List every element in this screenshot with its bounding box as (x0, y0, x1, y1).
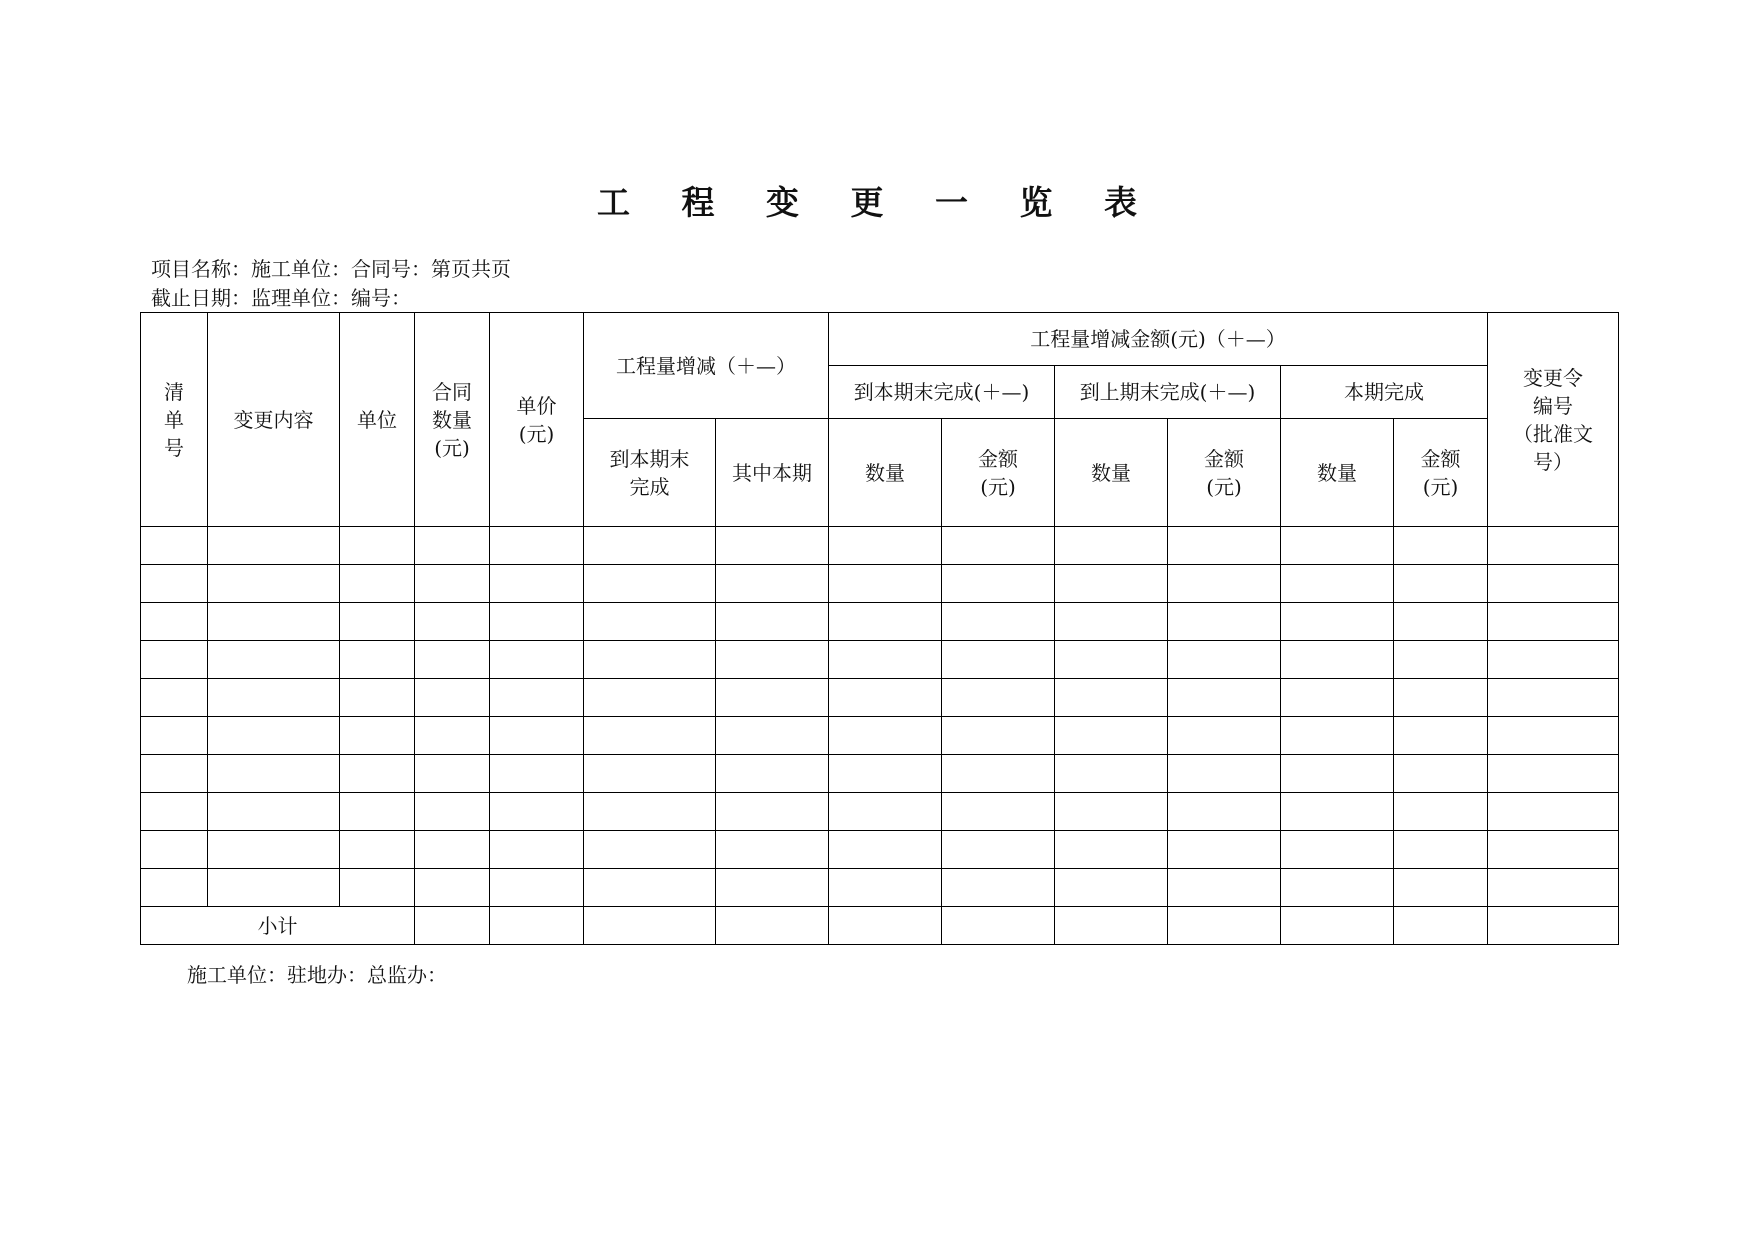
table-cell (829, 527, 942, 565)
table-cell (1281, 641, 1394, 679)
table-body (141, 527, 1619, 907)
table-cell (141, 831, 208, 869)
table-cell (141, 793, 208, 831)
header-qty-this-period: 其中本期 (716, 419, 829, 527)
table-cell (141, 679, 208, 717)
table-row (141, 527, 1619, 565)
table-row (141, 755, 1619, 793)
subtotal-label: 小计 (141, 907, 415, 945)
table-row (141, 869, 1619, 907)
table-cell (716, 793, 829, 831)
table-cell (1055, 679, 1168, 717)
table-cell (716, 717, 829, 755)
table-cell (1394, 679, 1488, 717)
table-cell (584, 907, 716, 945)
table-cell (942, 527, 1055, 565)
table-row (141, 717, 1619, 755)
header-unit-price: 单价 (元) (490, 313, 584, 527)
table-cell (208, 831, 340, 869)
table-cell (1488, 717, 1619, 755)
table-cell (1168, 717, 1281, 755)
table-cell (942, 717, 1055, 755)
table-cell (208, 679, 340, 717)
table-cell (141, 565, 208, 603)
table-cell (208, 603, 340, 641)
engineering-change-table (140, 312, 1619, 945)
table-cell (942, 793, 1055, 831)
table-cell (829, 717, 942, 755)
table-cell (1488, 603, 1619, 641)
table-cell (1281, 793, 1394, 831)
table-cell (340, 679, 415, 717)
table-cell (208, 641, 340, 679)
table-cell (1168, 755, 1281, 793)
table-cell (208, 869, 340, 907)
table-cell (716, 565, 829, 603)
header-contract-qty: 合同 数量 (元) (415, 313, 490, 527)
table-cell (1168, 793, 1281, 831)
table-cell (584, 755, 716, 793)
table-cell (584, 869, 716, 907)
table-cell (490, 679, 584, 717)
table-cell (1488, 755, 1619, 793)
table-cell (716, 641, 829, 679)
table-cell (490, 755, 584, 793)
table-cell (1281, 565, 1394, 603)
header-amount-this-period: 本期完成 (1281, 366, 1488, 419)
table-cell (208, 793, 340, 831)
table-cell (340, 717, 415, 755)
table-cell (415, 679, 490, 717)
table-cell (141, 527, 208, 565)
table-cell (584, 527, 716, 565)
table-cell (1394, 907, 1488, 945)
table-cell (1055, 869, 1168, 907)
table-cell (1281, 717, 1394, 755)
header-amount-yuan-2: 金额 (元) (1168, 419, 1281, 527)
table-cell (829, 793, 942, 831)
table-cell (415, 907, 490, 945)
table-cell (1281, 869, 1394, 907)
table-cell (584, 679, 716, 717)
table-cell (584, 565, 716, 603)
table-cell (1055, 603, 1168, 641)
table-cell (208, 717, 340, 755)
header-amount-to-end: 到本期末完成(＋—) (829, 366, 1055, 419)
header-quantity-2: 数量 (1055, 419, 1168, 527)
table-cell (829, 755, 942, 793)
table-cell (208, 527, 340, 565)
table-cell (1394, 565, 1488, 603)
table-cell (584, 641, 716, 679)
table-cell (1394, 527, 1488, 565)
table-cell (490, 717, 584, 755)
table-cell (1281, 527, 1394, 565)
table-cell (490, 793, 584, 831)
table-cell (340, 527, 415, 565)
table-cell (415, 793, 490, 831)
table-cell (942, 641, 1055, 679)
table-cell (1055, 907, 1168, 945)
header-quantity-3: 数量 (1281, 419, 1394, 527)
table-cell (340, 641, 415, 679)
table-cell (208, 565, 340, 603)
table-cell (1281, 831, 1394, 869)
table-cell (1394, 641, 1488, 679)
header-change-order-no: 变更令 编号 （批准文 号） (1488, 313, 1619, 527)
table-row (141, 831, 1619, 869)
table-cell (942, 831, 1055, 869)
table-cell (716, 527, 829, 565)
table-cell (1394, 869, 1488, 907)
table-cell (829, 869, 942, 907)
table-cell (415, 603, 490, 641)
table-cell (490, 907, 584, 945)
table-cell (716, 869, 829, 907)
header-amount-to-prev-end: 到上期末完成(＋—) (1055, 366, 1281, 419)
table-cell (829, 679, 942, 717)
table-cell (584, 603, 716, 641)
table-cell (1394, 793, 1488, 831)
table-cell (490, 869, 584, 907)
table-cell (942, 679, 1055, 717)
table-cell (1168, 565, 1281, 603)
table-cell (340, 755, 415, 793)
header-item-no: 清 单 号 (141, 313, 208, 527)
table-cell (1488, 869, 1619, 907)
table-cell (1488, 679, 1619, 717)
table-cell (942, 565, 1055, 603)
table-cell (490, 831, 584, 869)
table-cell (1281, 907, 1394, 945)
table-cell (942, 869, 1055, 907)
table-cell (1488, 793, 1619, 831)
table-cell (829, 603, 942, 641)
table-row (141, 641, 1619, 679)
table-cell (716, 679, 829, 717)
table-cell (1168, 907, 1281, 945)
table-cell (829, 565, 942, 603)
table-cell (415, 869, 490, 907)
table-cell (141, 603, 208, 641)
table-cell (1168, 679, 1281, 717)
header-qty-to-end: 到本期末 完成 (584, 419, 716, 527)
header-row-1 (141, 313, 1619, 366)
table-row (141, 565, 1619, 603)
table-cell (1168, 641, 1281, 679)
table-cell (415, 717, 490, 755)
table-cell (141, 717, 208, 755)
table-cell (415, 755, 490, 793)
subtotal-row (141, 907, 1619, 945)
table-cell (1281, 755, 1394, 793)
document-title: 工 程 变 更 一 览 表 (597, 183, 1157, 222)
table-cell (1488, 831, 1619, 869)
table-cell (415, 565, 490, 603)
table-cell (490, 641, 584, 679)
table-cell (415, 527, 490, 565)
table-cell (829, 641, 942, 679)
table-cell (340, 831, 415, 869)
table-cell (716, 831, 829, 869)
table-row (141, 793, 1619, 831)
table-cell (1055, 793, 1168, 831)
table-cell (1055, 527, 1168, 565)
header-qty-change-group: 工程量增减（＋—） (584, 313, 829, 419)
table-cell (716, 603, 829, 641)
date-supervision-line: 截止日期：监理单位：编号： (151, 286, 411, 310)
table-cell (415, 831, 490, 869)
table-cell (1168, 527, 1281, 565)
table-cell (1488, 565, 1619, 603)
table-cell (1281, 603, 1394, 641)
table-row (141, 603, 1619, 641)
table-cell (584, 717, 716, 755)
table-cell (829, 907, 942, 945)
table-cell (1488, 907, 1619, 945)
header-unit: 单位 (340, 313, 415, 527)
table-cell (1488, 527, 1619, 565)
table-cell (584, 793, 716, 831)
table-cell (1394, 831, 1488, 869)
header-change-content: 变更内容 (208, 313, 340, 527)
table-cell (716, 907, 829, 945)
table-cell (208, 755, 340, 793)
table-cell (490, 565, 584, 603)
table-cell (1168, 869, 1281, 907)
table-cell (340, 603, 415, 641)
table-cell (141, 641, 208, 679)
table-cell (1394, 755, 1488, 793)
table-cell (1055, 755, 1168, 793)
header-amount-group: 工程量增减金额(元)（＋—） (829, 313, 1488, 366)
table-cell (1168, 831, 1281, 869)
table-cell (942, 907, 1055, 945)
table-cell (942, 603, 1055, 641)
table-cell (1055, 641, 1168, 679)
table-cell (141, 755, 208, 793)
table-cell (340, 793, 415, 831)
table-cell (1055, 565, 1168, 603)
header-quantity-1: 数量 (829, 419, 942, 527)
table-cell (942, 755, 1055, 793)
table-cell (1168, 603, 1281, 641)
header-amount-yuan-1: 金额 (元) (942, 419, 1055, 527)
table-cell (415, 641, 490, 679)
table-cell (340, 565, 415, 603)
table-cell (1281, 679, 1394, 717)
signature-line: 施工单位：驻地办：总监办： (187, 963, 447, 987)
table-row (141, 679, 1619, 717)
table-cell (340, 869, 415, 907)
table-cell (1055, 831, 1168, 869)
header-amount-yuan-3: 金额 (元) (1394, 419, 1488, 527)
table-cell (829, 831, 942, 869)
table-cell (716, 755, 829, 793)
table-cell (490, 527, 584, 565)
table-cell (1394, 717, 1488, 755)
table-cell (490, 603, 584, 641)
project-info-line: 项目名称：施工单位：合同号：第页共页 (151, 257, 511, 281)
table-cell (1488, 641, 1619, 679)
table-cell (141, 869, 208, 907)
table-cell (584, 831, 716, 869)
table-cell (1394, 603, 1488, 641)
table-cell (1055, 717, 1168, 755)
